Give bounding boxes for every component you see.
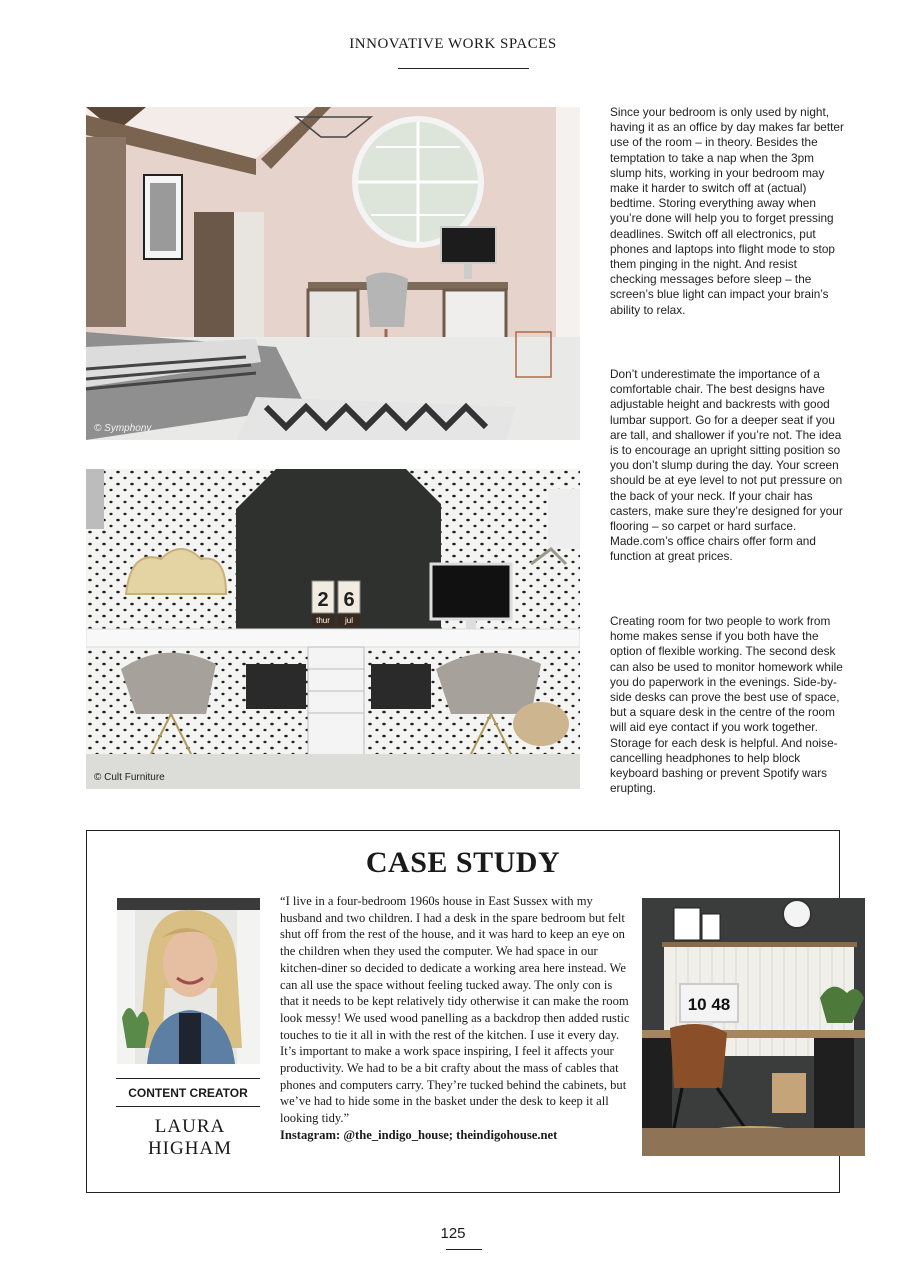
kitchen-office-photo [642, 898, 865, 1156]
instagram-handle: Instagram: @the_indigo_house; theindigohouse.net [280, 1127, 558, 1142]
case-study-quote [280, 893, 632, 1144]
page-number-rule [446, 1249, 482, 1250]
header-divider [398, 68, 529, 69]
person-name: LAURA HIGHAM [147, 1116, 233, 1159]
article-two-desks: Creating room for two people to work from home makes sense if you both have the option of flexible working. The second desk can also be used to monitor homework while you do paperwork in the evenings. Side-by-side desks can prove the best use of space, but a square desk in the centre of the room will aid eye contact if you work together. Storage for each desk is helpful. And noise-cancelling headphones to help block keyboard bashing or prevent Spotify wars erupting. [610, 614, 843, 796]
calendar-month: jul [344, 616, 354, 625]
quote-text: “I live in a four-bedroom 1960s house in East Sussex with my husband and two children. I had a desk in the spare bedroom but felt shut off from the rest of the house, and it was hard to keep an eye on the children when they used the computer. We had space in our kitchen-diner so decided to dedicate a working area here instead. We can all use the space without feeling tucked away. The only con is that it needs to be kept relatively tidy otherwise it can make the room look messy! We used wood panelling as a backdrop then added rustic touches to tie it all in with the rest of the kitchen. I use it every day. It’s important to make a work space inspiring, I feel it affects your productivity. We had to be a bit crafty about the mass of cables that phones and computers carry. They’re tucked behind the cabinets, but we’ve had to hide some in the basket under the desk to keep it all looking tidy.” [280, 894, 630, 1126]
role-divider-top [116, 1078, 260, 1079]
calendar-weekday: thur [316, 616, 330, 625]
calendar-day-tens: 2 [317, 589, 329, 611]
case-study-title: CASE STUDY [365, 846, 561, 879]
photo-credit: © Cult Furniture [94, 772, 165, 783]
role-label: CONTENT CREATOR [128, 1086, 248, 1100]
page-number: 125 [440, 1225, 466, 1242]
bedroom-office-photo [86, 107, 580, 440]
portrait-photo [117, 898, 260, 1064]
twin-desk-photo [86, 469, 580, 789]
article-chair: Don’t underestimate the importance of a comfortable chair. The best designs have adjustable height and backrests with good lumbar support. Go for a deeper seat if you are tall, and shallower if you’re not. The idea is to encourage an upright sitting position so you don’t slump during the day. Your screen should be at eye level to not put pressure on the back of your neck. If your chair has casters, make sure they’re designed for your flooring – so carpet or hard surface. Made.com’s office chairs offer form and function at great prices. [610, 367, 843, 564]
photo-credit: © Symphony [94, 423, 152, 434]
section-title: INNOVATIVE WORK SPACES [349, 36, 557, 52]
role-divider-bottom [116, 1106, 260, 1107]
article-bedroom: Since your bedroom is only used by night, having it as an office by day makes far better use of the room – in theory. Besides the temptation to take a nap when the 3pm slump hits, working in your bedroom may make it harder to switch off at (actual) bedtime. Storing everything away when you’re done will help you to forget pressing deadlines. Switch off all electronics, put phones and laptops into flight mode to stop them pinging in the night. And resist checking messages before sleep – the screen’s blue light can impact your brain’s ability to relax. [610, 105, 844, 317]
calendar-day-ones: 6 [343, 589, 355, 611]
clock-display: 10 48 [687, 995, 731, 1014]
